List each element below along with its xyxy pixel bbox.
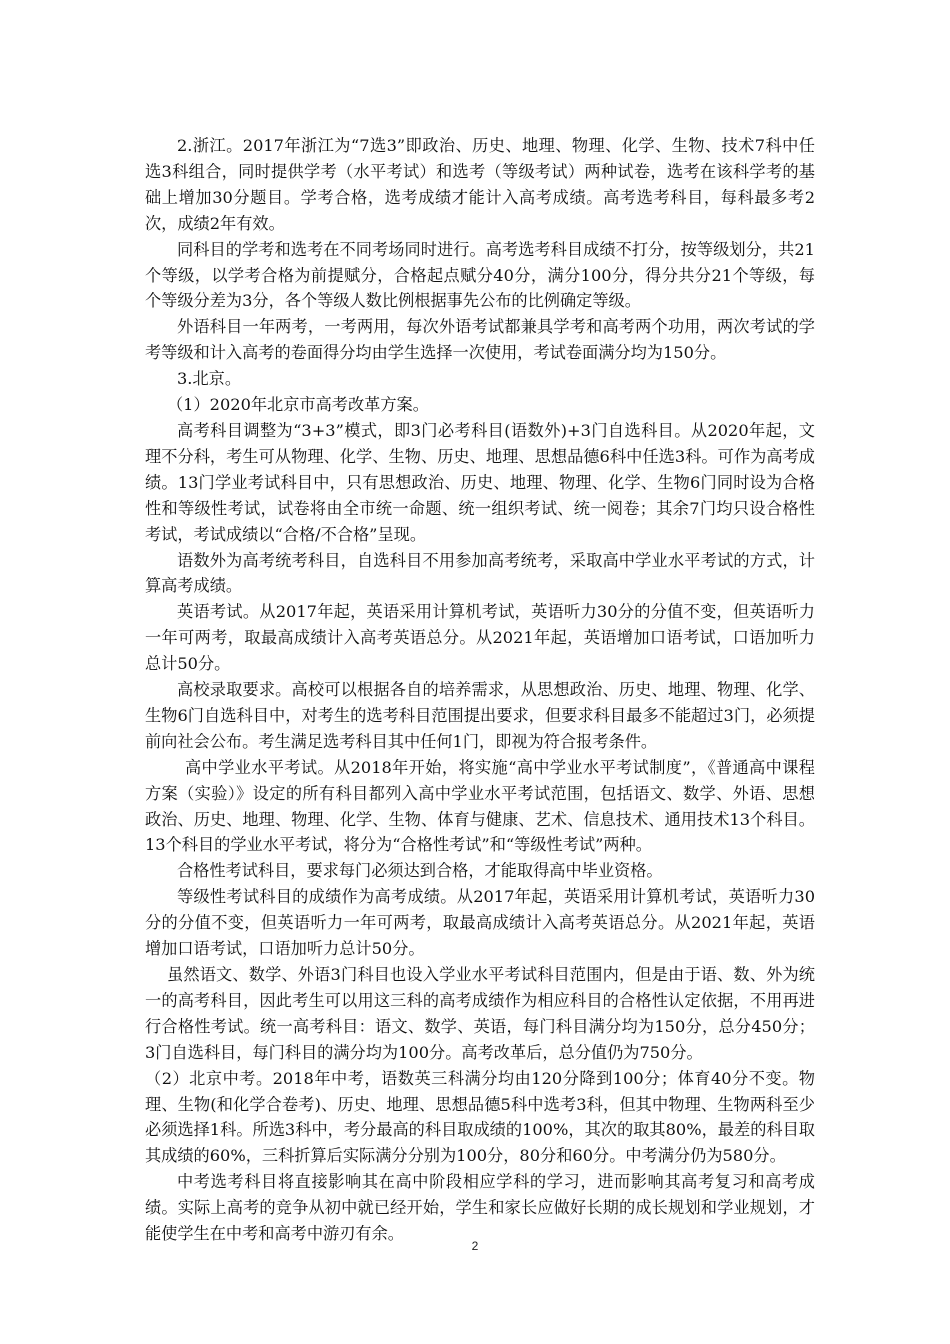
paragraph-zhejiang-grading: 同科目的学考和选考在不同考场同时进行。高考选考科目成绩不打分，按等级划分，共21个等级，以学考合格为前提赋分，合格起点赋分40分，满分100分，得分共分21个等级，每个等级分差为3分，各个等级人数比例根据事先公布的比例确定等级。: [145, 239, 815, 311]
paragraph-zhejiang-foreign-language: 外语科目一年两考，一考两用，每次外语考试都兼具学考和高考两个功用，两次考试的学考等级和计入高考的卷面得分均由学生选择一次使用，考试卷面满分均为150分。: [145, 317, 815, 363]
paragraph-beijing-admission-requirements: 高校录取要求。高校可以根据各自的培养需求，从思想政治、历史、地理、物理、化学、生物6门自选科目中，对考生的选考科目范围提出要求，但要求科目最多不能超过3门，必须提前向社会公布。考生满足选考科目其中任何1门，即视为符合报考条件。: [145, 680, 815, 751]
subsection-heading-beijing-gaokao: （1）2020年北京市高考改革方案。: [167, 395, 429, 415]
paragraph-beijing-qualification-test: 合格性考试科目，要求每门必须达到合格，才能取得高中毕业资格。: [177, 861, 663, 881]
paragraph-beijing-zhongkao: （2）北京中考。2018年中考，语数英三科满分均由120分降到100分；体育40分不变。物理、生物(和化学合卷考)、历史、地理、思想品德5科中选考3科，但其中物理、生物两科至少必须选择1科。所选3科中，考分最高的科目取成绩的100%，其次的取其80%，最差的科目取其成绩的60%，三科折算后实际满分分别为100分，80分和60分。中考满分仍为580分。: [145, 1068, 815, 1166]
paragraph-conclusion: 中考选考科目将直接影响其在高中阶段相应学科的学习，进而影响其高考复习和高考成绩。实际上高考的竞争从初中就已经开始，学生和家长应做好长期的成长规划和学业规划，才能使学生在中考和高考中游刃有余。: [145, 1172, 815, 1244]
paragraph-beijing-core-subjects: 虽然语文、数学、外语3门科目也设入学业水平考试科目范围内，但是由于语、数、外为统一的高考科目，因此考生可以用这三科的高考成绩作为相应科目的合格性认定依据，不用再进行合格性考试。统一高考科目：语文、数学、英语，每门科目满分均为150分，总分450分；3门自选科目，每门科目的满分均为100分。高考改革后，总分值仍为750分。: [145, 965, 815, 1062]
section-heading-beijing: 3.北京。: [177, 369, 242, 389]
paragraph-beijing-unified-exam: 语数外为高考统考科目，自选科目不用参加高考统考，采取高中学业水平考试的方式，计算高考成绩。: [145, 550, 815, 596]
paragraph-beijing-proficiency-test: 高中学业水平考试。从2018年开始，将实施“高中学业水平考试制度”，《普通高中课程方案（实验）》设定的所有科目都列入高中学业水平考试范围，包括语文、数学、外语、思想政治、历史、地理、物理、化学、生物、体育与健康、艺术、信息技术、通用技术13个科目。13个科目的学业水平考试，将分为“合格性考试”和“等级性考试”两种。: [145, 757, 815, 855]
paragraph-beijing-subjects: 高考科目调整为“3+3”模式，即3门必考科目(语数外)+3门自选科目。从2020年起，文理不分科，考生可从物理、化学、生物、历史、地理、思想品德6科中任选3科。可作为高考成绩。13门学业考试科目中，只有思想政治、历史、地理、物理、化学、生物6门同时设为合格性和等级性考试，试卷将由全市统一命题、统一组织考试、统一阅卷；其余7门均只设合格性考试，考试成绩以“合格/不合格”呈现。: [145, 420, 815, 544]
paragraph-beijing-english-exam: 英语考试。从2017年起，英语采用计算机考试，英语听力30分的分值不变，但英语听力一年可两考，取最高成绩计入高考英语总分。从2021年起，英语增加口语考试，口语加听力总计50分。: [145, 602, 815, 674]
body-text: [145, 133, 815, 1247]
paragraph-zhejiang: 2.浙江。2017年浙江为“7选3”即政治、历史、地理、物理、化学、生物、技术7科中任选3科组合，同时提供学考（水平考试）和选考（等级考试）两种试卷，选考在该科学考的基础上增加30分题目。学考合格，选考成绩才能计入高考成绩。高考选考科目，每科最多考2次，成绩2年有效。: [145, 136, 815, 233]
paragraph-beijing-grade-test: 等级性考试科目的成绩作为高考成绩。从2017年起，英语采用计算机考试，英语听力30分的分值不变，但英语听力一年可两考，取最高成绩计入高考英语总分。从2021年起，英语增加口语考试，口语加听力总计50分。: [145, 887, 815, 959]
page-number: 2: [471, 1239, 479, 1253]
